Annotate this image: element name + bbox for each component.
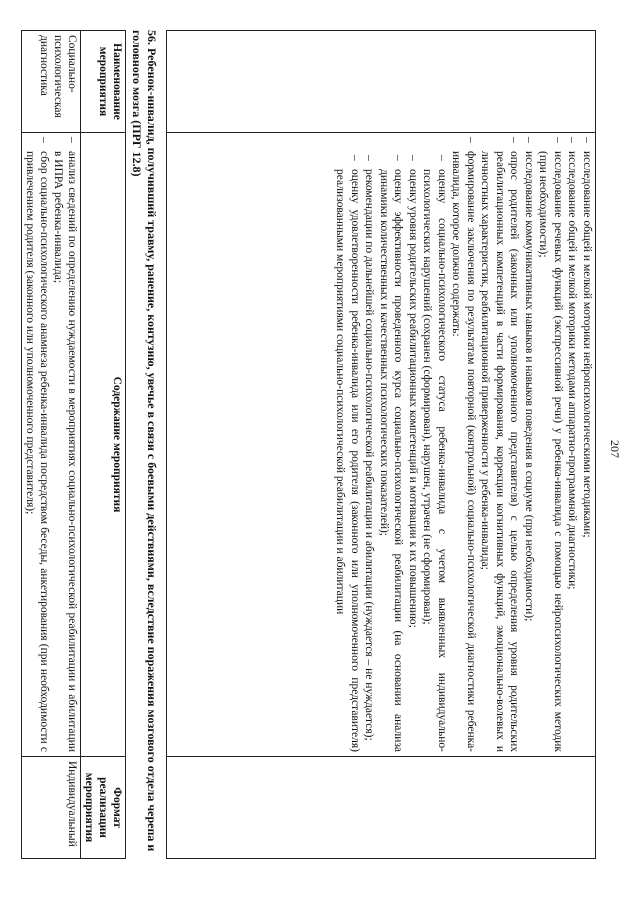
empty-name-cell xyxy=(167,31,596,133)
empty-format-cell xyxy=(167,757,596,859)
sub-list-item: – оценку эффективности проведенного курса социально-психологической реабилитации (на основании анализа динамики количественных и качественных психологических показателей); xyxy=(378,155,405,752)
table-header-row xyxy=(81,31,126,859)
header-name: Наименование мероприятия xyxy=(81,31,126,133)
list-item: – исследование коммуникативных навыков и навыков поведения в социуме (при необходимости); xyxy=(523,137,535,622)
sub-list-item: – оценку удовлетворенности ребенка-инвалида или его родителя (законного или уполномоченного представителя) реализованными мероприятиями социально-психологической реабилитации и абилитации xyxy=(334,155,361,752)
measures-table xyxy=(21,30,126,859)
list-item: – исследование общей и мелкой моторики нейропсихологическими методиками; xyxy=(581,137,593,538)
rotated-page-content xyxy=(24,30,596,870)
measure-format: Индивидуальный xyxy=(22,757,81,859)
content-cell xyxy=(167,133,596,757)
page-number: 207 xyxy=(608,440,622,458)
header-content: Содержание мероприятия xyxy=(81,133,126,757)
measure-content xyxy=(22,133,81,757)
list-item: – анализ сведений по определению нуждаемости в мероприятиях социально-психологической реабилитации и абилитации в ИПРА ребенка-инвалида; xyxy=(52,137,78,752)
list-item: – исследование общей и мелкой моторики методами аппаратно-программной диагностики; xyxy=(566,137,579,590)
measure-name: Социально-психологическая диагностика xyxy=(22,31,81,133)
list-item: – опрос родителей (законных или уполномоченного представителя) с целью определения уровня родительских реабилитационных компетенций в части формирования, коррекции когнитивных функций, эмоционально-волевых и личностных характеристик, реабилитационной приверженности у ребенка-инвалида; xyxy=(479,137,521,752)
list-item: – исследование речевых функций (экспрессивной речи) у ребенка-инвалида с помощью нейропсихологических методик (при необходимости); xyxy=(537,137,564,752)
list-item: – формирование заключения по результатам повторной (контрольной) социально-психологической диагностики ребенка-инвалида, которое должно содержать: xyxy=(450,137,477,752)
section-heading: 56. Ребенок-инвалид, получивший травму, ранение, контузию, увечье в связи с боевыми действиями, вследствие поражения мозгового отдела черепа и головного мозга (ПРГ 12.8) xyxy=(130,30,159,852)
sub-list-item: – оценку уровня родительских реабилитационных компетенций и мотивации к их повышению; xyxy=(407,155,419,628)
sub-list-item: – рекомендации по дальнейшей социально-психологической реабилитации и абилитации (нуждается – не нуждается); xyxy=(363,155,376,741)
list-item: – сбор социально-психологического анамнеза ребенка-инвалида посредством беседы, анкетирования (при необходимости с привлечением родителя (законного или уполномоченного представителя); xyxy=(24,137,50,752)
header-format: Формат реализации мероприятия xyxy=(81,757,126,859)
table-row xyxy=(22,31,81,859)
continuation-table xyxy=(166,30,596,859)
sub-list-item: – оценку социально-психологического статуса ребенка-инвалида с учетом выявленных индивидуально-психологических нарушений (сохранен (сформирован), нарушен, утрачен (не сформирован); xyxy=(421,155,448,752)
